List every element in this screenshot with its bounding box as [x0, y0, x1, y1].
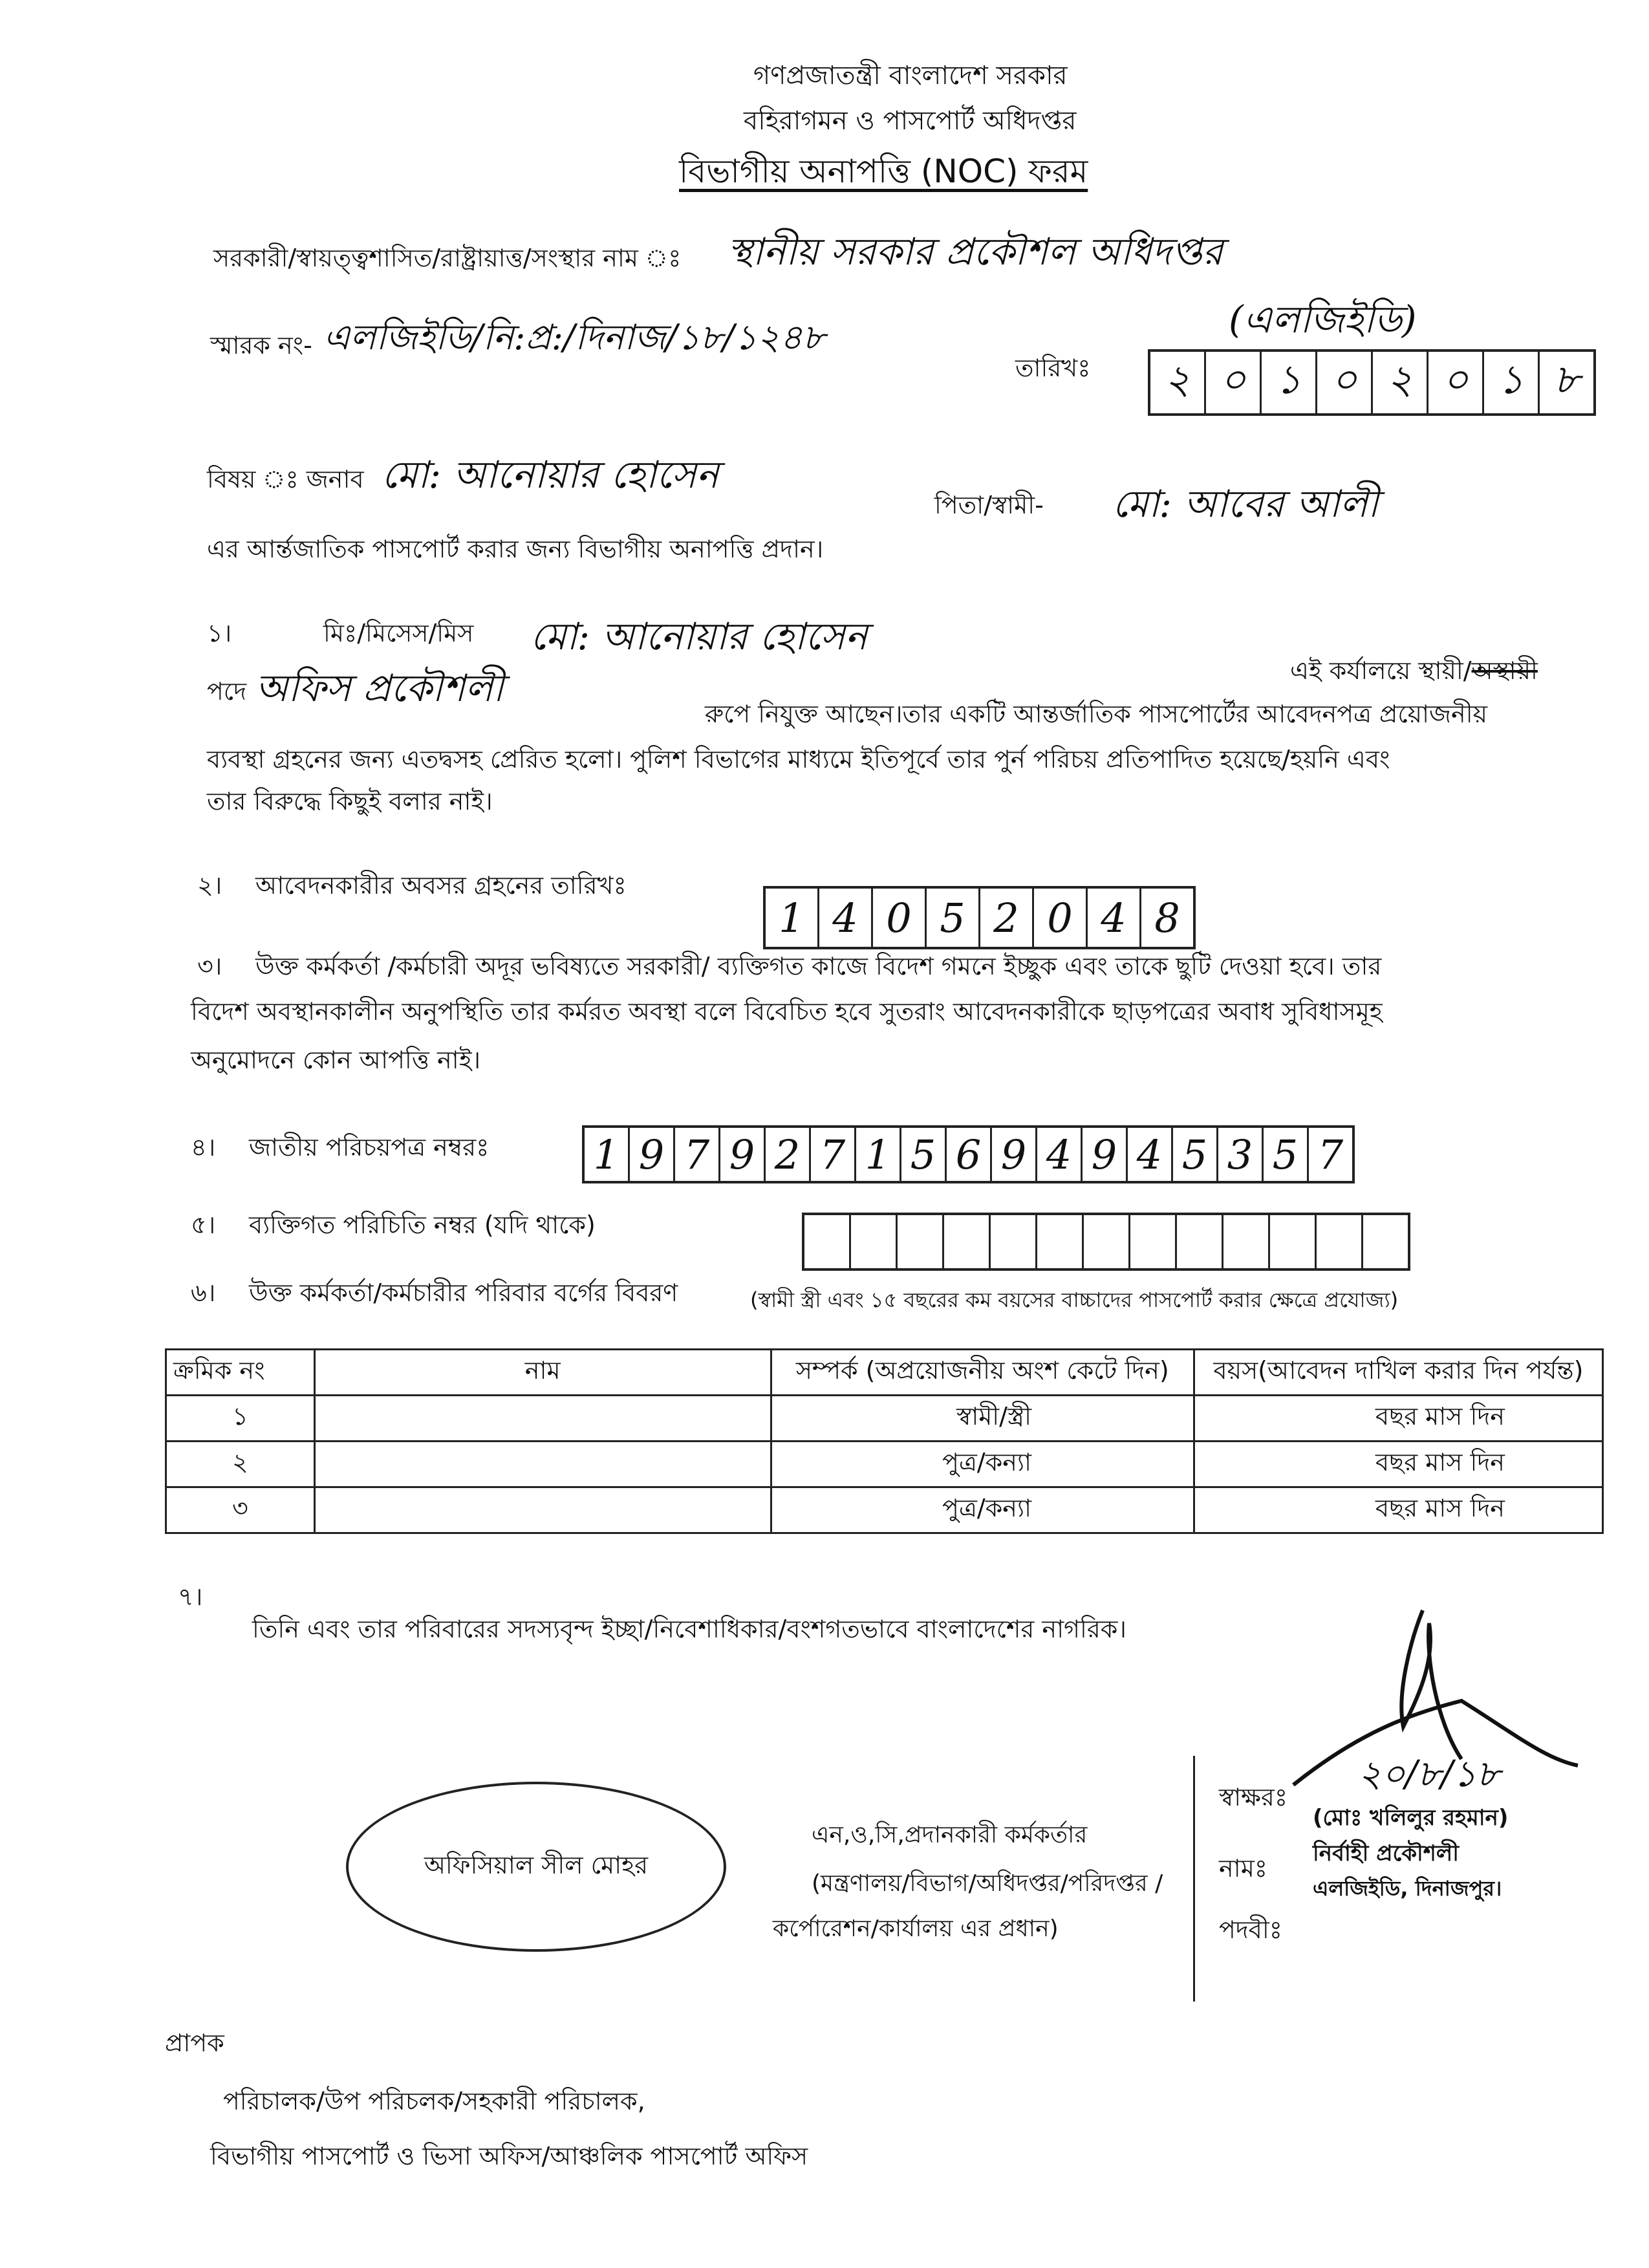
item5-label: ব্যক্তিগত পরিচিতি নম্বর (যদি থাকে) [249, 1211, 596, 1239]
item7-text: তিনি এবং তার পরিবারের সদস্যবৃন্দ ইচ্ছা/নিবেশাধিকার/বংশগতভাবে বাংলাদেশের নাগরিক। [252, 1615, 1126, 1643]
item1-post-value: অফিস প্রকৌশলী [255, 666, 504, 710]
digit-cell: 7 [1317, 1130, 1344, 1178]
table-row [166, 1442, 1603, 1487]
digit-cell [898, 1215, 944, 1268]
form-title: বিভাগীয় অনাপত্তি (NOC) ফরম [679, 153, 1088, 190]
recipient-label: প্রাপক [165, 2029, 224, 2057]
govt-name: গণপ্রজাতন্ত্রী বাংলাদেশ সরকার [753, 61, 1068, 91]
signature-label: স্বাক্ষরঃ [1219, 1783, 1288, 1811]
col-name: নাম [314, 1350, 771, 1396]
date-label: তারিখঃ [1015, 354, 1091, 382]
row-age: বছর মাস দিন [1194, 1396, 1603, 1442]
digit-cell [1317, 1215, 1363, 1268]
digit-cell [804, 1215, 851, 1268]
digit-cell: 1 [766, 889, 819, 947]
digit-cell: 5 [927, 889, 980, 947]
row-name [314, 1396, 771, 1442]
official-seal-placeholder [346, 1782, 726, 1952]
col-serial: ক্রমিক নং [166, 1350, 315, 1396]
digit-cell: 7 [811, 1128, 856, 1181]
org-value: স্থানীয় সরকার প্রকৌশল অধিদপ্তর [727, 230, 1223, 274]
recipient-line1: পরিচালক/উপ পরিচলক/সহকারী পরিচালক, [223, 2087, 645, 2115]
digit-cell [1223, 1215, 1270, 1268]
item1-text3: তার বিরুদ্ধে কিছুই বলার নাই। [207, 787, 493, 815]
digit-cell: ২ [1150, 352, 1206, 413]
designation-label: পদবীঃ [1219, 1916, 1283, 1944]
item1-text2: ব্যবস্থা গ্রহনের জন্য এতদ্বসহ প্রেরিত হলো। পুলিশ বিভাগের মাধ্যমে ইতিপূর্বে তার পুর্ন পরিচয় প্রতিপাদিত হয়েছে/হয়নি এবং [207, 745, 1390, 773]
issuer-line3: কর্পোরেশন/কার্যালয় এর প্রধান) [773, 1916, 1059, 1942]
subject-line2: এর আর্ন্তজাতিক পাসপোর্ট করার জন্য বিভাগীয় অনাপত্তি প্রদান। [207, 535, 824, 563]
family-table-header [166, 1350, 1603, 1396]
item1-text1: রুপে নিযুক্ত আছেন।তার একটি আন্তর্জাতিক পাসপোর্টের আবেদনপত্র প্রয়োজনীয় [705, 700, 1487, 728]
digit-cell: 4 [1037, 1128, 1083, 1181]
item2-number: ২। [197, 871, 222, 900]
digit-cell: ১ [1262, 352, 1317, 413]
digit-cell [1037, 1215, 1084, 1268]
item6-number: ৬। [191, 1279, 216, 1307]
digit-cell: 9 [992, 1128, 1037, 1181]
digit-cell: 9 [1083, 1128, 1128, 1181]
col-relation: সম্পর্ক (অপ্রয়োজনীয় অংশ কেটে দিন) [771, 1350, 1194, 1396]
digit-cell [1130, 1215, 1177, 1268]
digit-cell [944, 1215, 991, 1268]
recipient-line2: বিভাগীয় পাসপোর্ট ও ভিসা অফিস/আঞ্চলিক পাসপোর্ট অফিস [210, 2142, 808, 2170]
digit-cell: 6 [947, 1128, 992, 1181]
digit-cell: ২ [1373, 352, 1428, 413]
family-table [165, 1348, 1604, 1534]
item7-number: ৭। [178, 1582, 203, 1611]
item1-title-label: মিঃ/মিসেস/মিস [323, 619, 474, 647]
digit-cell: 2 [980, 889, 1034, 947]
digit-cell [1270, 1215, 1317, 1268]
stamp-name: (মোঃ খলিলুর রহমান) [1313, 1805, 1509, 1831]
item3-number: ৩। [197, 952, 222, 980]
item5-number: ৫। [191, 1211, 216, 1239]
col-age: বয়স(আবেদন দাখিল করার দিন পর্যন্ত) [1194, 1350, 1603, 1396]
digit-cell: 8 [1154, 894, 1180, 942]
digit-cell: ০ [1428, 352, 1484, 413]
digit-cell [1084, 1215, 1130, 1268]
row-age: বছর মাস দিন [1194, 1442, 1603, 1487]
digit-cell: 5 [1173, 1128, 1218, 1181]
digit-cell: ১ [1484, 352, 1540, 413]
item3-text1: উক্ত কর্মকর্তা /কর্মচারী অদূর ভবিষ্যতে সরকারী/ ব্যক্তিগত কাজে বিদেশ গমনে ইচ্ছুক এবং তাকে ছুটি দেওয়া হবে। তার [255, 952, 1382, 980]
row-name [314, 1442, 771, 1487]
digit-cell: 4 [1128, 1128, 1173, 1181]
digit-cell [1177, 1215, 1223, 1268]
row-age: বছর মাস দিন [1194, 1487, 1603, 1533]
digit-cell [1363, 1215, 1408, 1268]
digit-cell [851, 1215, 898, 1268]
digit-cell: 9 [630, 1128, 675, 1181]
row-relation: পুত্র/কন্যা [771, 1442, 1194, 1487]
row-serial: ৩ [166, 1487, 315, 1533]
item6-label: উক্ত কর্মকর্তা/কর্মচারীর পরিবার বর্গের বিবরণ [249, 1279, 678, 1307]
item4-label: জাতীয় পরিচয়পত্র নম্বরঃ [249, 1133, 490, 1161]
org-label: সরকারী/স্বায়ত্ত্বশাসিত/রাষ্ট্রায়াত্ত/সংস্থার নাম ঃ [213, 244, 682, 272]
memo-date-boxes [1148, 349, 1596, 416]
subject-label: বিষয় ঃ জনাব [207, 465, 364, 493]
digit-cell: 2 [766, 1128, 811, 1181]
row-name [314, 1487, 771, 1533]
item1-office-temporary: অস্থায়ী [1471, 656, 1538, 685]
item2-label: আবেদনকারীর অবসর গ্রহনের তারিখঃ [255, 871, 627, 900]
item4-number: ৪। [191, 1133, 216, 1161]
row-serial: ১ [166, 1396, 315, 1442]
table-row [166, 1487, 1603, 1533]
digit-cell: 1 [856, 1128, 901, 1181]
digit-cell: 9 [720, 1128, 766, 1181]
digit-cell: 0 [1034, 889, 1088, 947]
nid-number-boxes [582, 1125, 1355, 1183]
stamp-office: এলজিইডি, দিনাজপুর। [1313, 1876, 1502, 1901]
issuer-line2: (মন্ত্রণালয়/বিভাগ/অধিদপ্তর/পরিদপ্তর / [812, 1870, 1163, 1897]
digit-cell [991, 1215, 1037, 1268]
father-label: পিতা/স্বামী- [934, 491, 1044, 519]
digit-cell: 1 [585, 1128, 630, 1181]
digit-cell: 5 [901, 1128, 947, 1181]
row-serial: ২ [166, 1442, 315, 1487]
item1-name: মো: আনোয়ার হোসেন [530, 614, 868, 658]
digit-cell: 7 [675, 1128, 720, 1181]
digit-cell: 3 [1218, 1128, 1264, 1181]
retirement-date-boxes [763, 886, 1196, 949]
row-relation: পুত্র/কন্যা [771, 1487, 1194, 1533]
digit-cell: 4 [1088, 889, 1141, 947]
digit-cell: 5 [1264, 1128, 1309, 1181]
table-row [166, 1396, 1603, 1442]
digit-cell: ০ [1206, 352, 1262, 413]
digit-cell: 0 [873, 889, 927, 947]
digit-cell: ০ [1317, 352, 1373, 413]
digit-cell: 4 [819, 889, 873, 947]
department-name: বহিরাগমন ও পাসপোর্ট অধিদপ্তর [744, 106, 1077, 136]
signature-date: ২০/৮/১৮ [1358, 1753, 1500, 1795]
item3-text3: অনুমোদনে কোন আপত্তি নাই। [191, 1046, 481, 1074]
digit-cell: ৮ [1553, 356, 1580, 403]
name-label: নামঃ [1219, 1854, 1268, 1883]
item1-post-label: পদে [207, 677, 247, 706]
stamp-designation: নির্বাহী প্রকৌশলী [1313, 1841, 1459, 1866]
subject-name: মো: আনোয়ার হোসেন [382, 453, 719, 497]
father-name: মো: আবের আলী [1112, 482, 1379, 526]
personal-id-boxes [802, 1213, 1410, 1271]
item6-note: (স্বামী স্ত্রী এবং ১৫ বছরের কম বয়সের বাচ্চাদের পাসপোর্ট করার ক্ষেত্রে প্রযোজ্য) [750, 1288, 1399, 1312]
org-value-abbr: (এলজিইডি) [1229, 297, 1417, 341]
memo-label: স্মারক নং- [210, 331, 312, 360]
signature-divider [1193, 1756, 1195, 2002]
issuer-line1: এন,ও,সি,প্রদানকারী কর্মকর্তার [812, 1822, 1088, 1848]
seal-label: অফিসিয়াল সীল মোহর [424, 1850, 649, 1879]
item3-text2: বিদেশ অবস্থানকালীন অনুপস্থিতি তার কর্মরত অবস্থা বলে বিবেচিত হবে সুতরাং আবেদনকারীকে ছাড়পত্রের অবাধ সুবিধাসমূহ [191, 997, 1383, 1026]
item1-office-permanent: এই কর্যালয়ে স্থায়ী/ [1290, 656, 1472, 685]
item1-office-text [1290, 652, 1538, 693]
memo-number: এলজিইডি/নি:প্র:/দিনাজ/১৮/১২৪৮ [323, 317, 825, 358]
item1-number: ১। [207, 619, 232, 647]
row-relation: স্বামী/স্ত্রী [771, 1396, 1194, 1442]
